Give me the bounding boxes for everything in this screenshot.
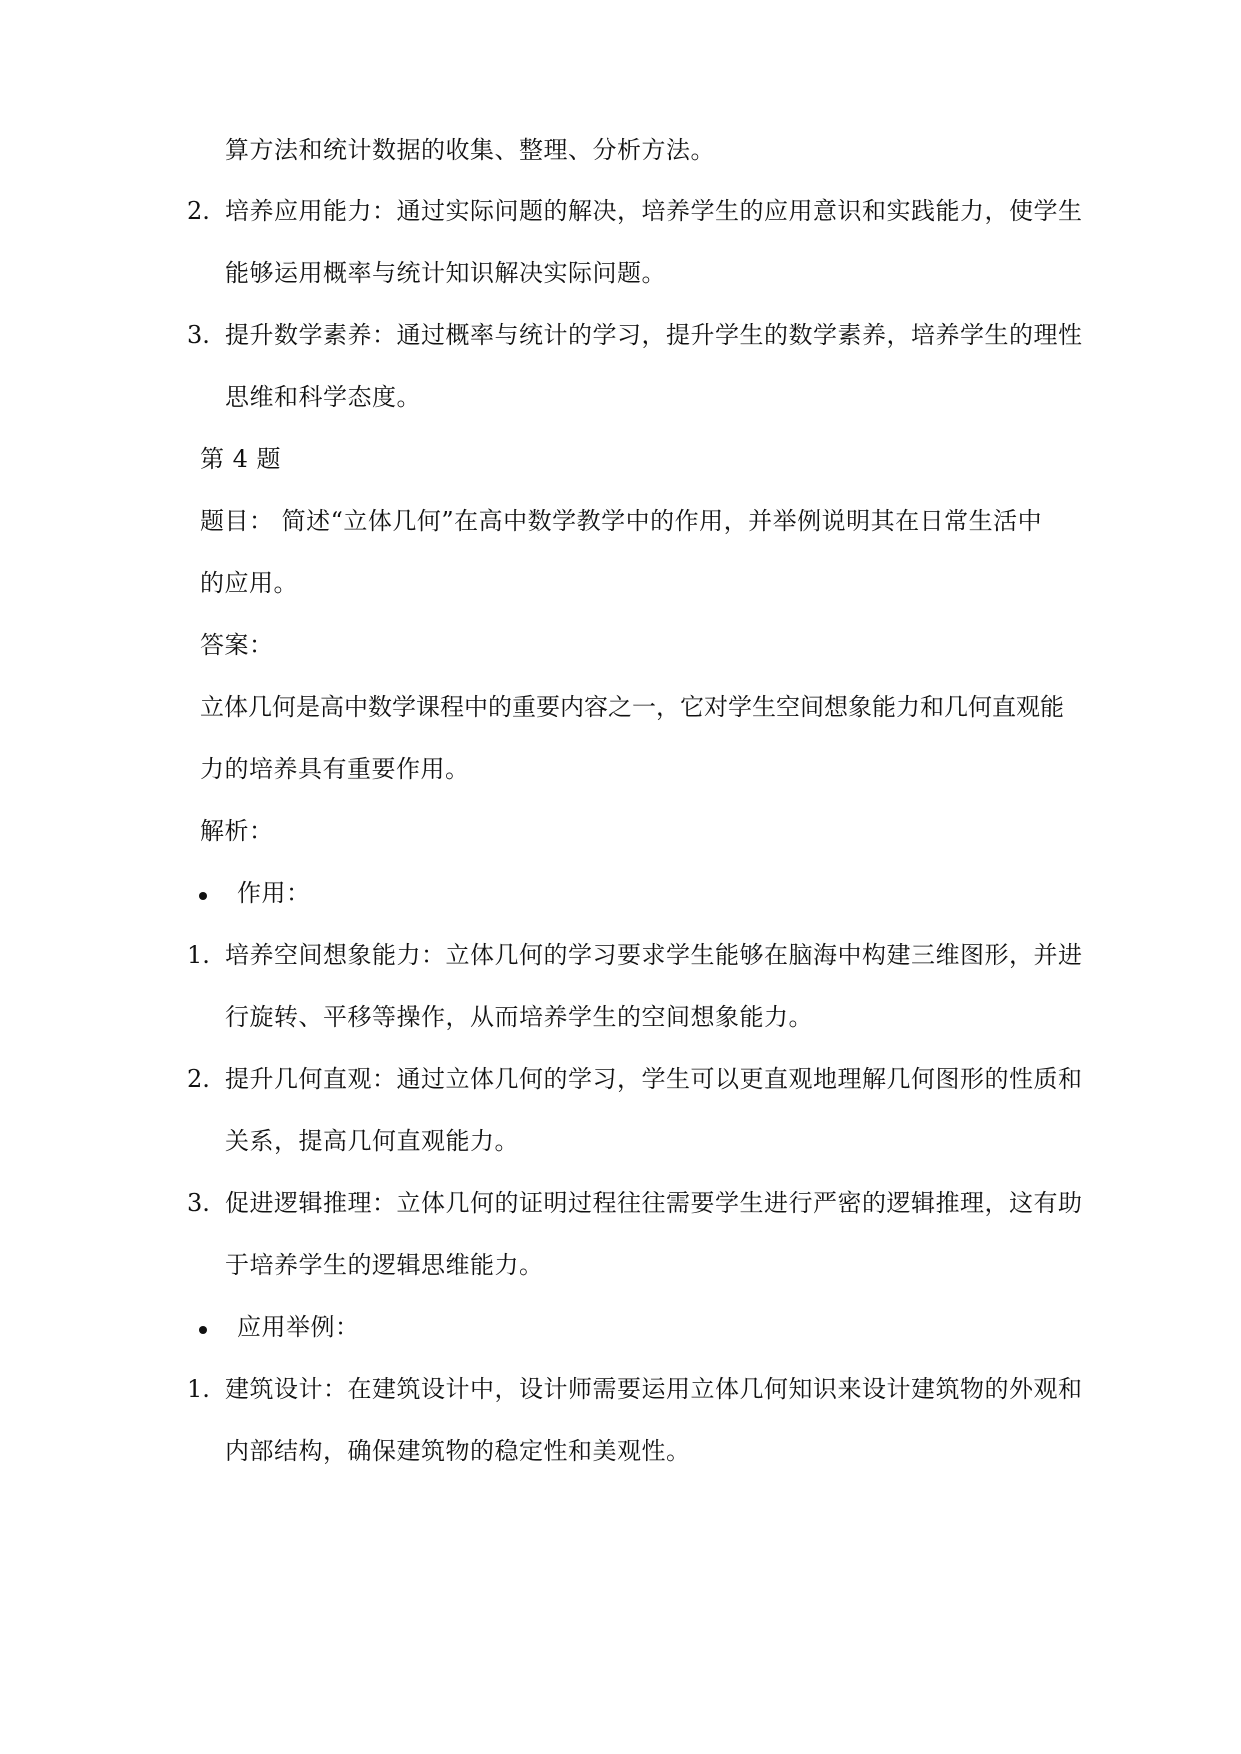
list-item-text-cont: 能够运用概率与统计知识解决实际问题。 (225, 259, 666, 287)
list-item-number: 2. (187, 1065, 210, 1093)
bullet-heading-examples: 应用举例： (237, 1313, 360, 1341)
list-item-number: 3. (187, 321, 210, 349)
answer-text-cont: 力的培养具有重要作用。 (200, 755, 470, 783)
list-item-text: 提升几何直观：通过立体几何的学习，学生可以更直观地理解几何图形的性质和 (225, 1065, 1083, 1093)
question-prompt: 题目： 简述“立体几何”在高中数学教学中的作用，并举例说明其在日常生活中 (200, 507, 1043, 535)
bullet-heading-roles: 作用： (237, 879, 311, 907)
list-item-text: 培养空间想象能力：立体几何的学习要求学生能够在脑海中构建三维图形，并进 (225, 941, 1083, 969)
list-item-number: 2. (187, 197, 210, 225)
list-item-text-cont: 关系，提高几何直观能力。 (225, 1127, 519, 1155)
bullet-icon (199, 892, 207, 900)
list-item-text-cont: 内部结构，确保建筑物的稳定性和美观性。 (225, 1437, 691, 1465)
list-item-number: 3. (187, 1189, 210, 1217)
list-item-text: 提升数学素养：通过概率与统计的学习，提升学生的数学素养，培养学生的理性 (225, 321, 1083, 349)
answer-label: 答案： (200, 631, 274, 659)
continuation-text: 算方法和统计数据的收集、整理、分析方法。 (225, 136, 715, 164)
list-item-text-cont: 思维和科学态度。 (225, 383, 421, 411)
list-item-text: 建筑设计：在建筑设计中，设计师需要运用立体几何知识来设计建筑物的外观和 (225, 1375, 1083, 1403)
list-item-text-cont: 于培养学生的逻辑思维能力。 (225, 1251, 544, 1279)
bullet-icon (199, 1326, 207, 1334)
list-item-number: 1. (187, 1375, 210, 1403)
question-prompt-cont: 的应用。 (200, 569, 298, 597)
list-item-number: 1. (187, 941, 210, 969)
list-item-text: 促进逻辑推理：立体几何的证明过程往往需要学生进行严密的逻辑推理，这有助 (225, 1189, 1083, 1217)
question-heading: 第 4 题 (200, 445, 282, 473)
list-item-text-cont: 行旋转、平移等操作，从而培养学生的空间想象能力。 (225, 1003, 813, 1031)
list-item-text: 培养应用能力：通过实际问题的解决，培养学生的应用意识和实践能力，使学生 (225, 197, 1083, 225)
analysis-label: 解析： (200, 817, 274, 845)
answer-text: 立体几何是高中数学课程中的重要内容之一，它对学生空间想象能力和几何直观能 (200, 693, 1064, 721)
